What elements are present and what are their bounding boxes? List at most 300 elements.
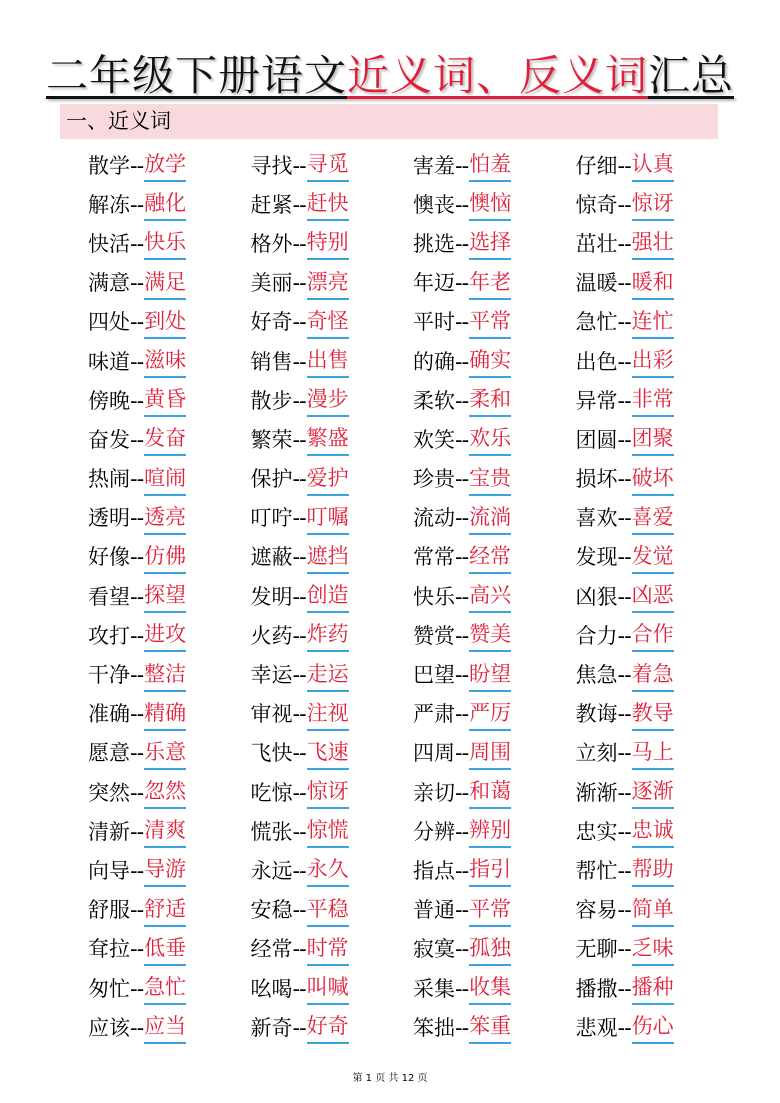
word: 销售	[250, 349, 293, 374]
word: 焦急	[575, 663, 618, 688]
pair-separator: --	[455, 819, 469, 844]
synonym-pair	[576, 185, 739, 224]
synonym-pair	[251, 812, 414, 851]
word: 新奇	[250, 1015, 293, 1040]
word: 的确	[413, 349, 455, 374]
synonym-word: 孤独	[469, 933, 511, 966]
synonym-pair	[251, 734, 414, 773]
synonym-pair	[251, 460, 414, 499]
synonym-word: 破坏	[632, 463, 674, 496]
synonym-word: 急忙	[144, 972, 186, 1005]
synonym-word: 繁盛	[307, 423, 349, 456]
synonym-pair	[576, 460, 739, 499]
synonym-pair	[576, 734, 739, 773]
pair-separator: --	[455, 153, 469, 178]
title-part-summary: 汇总	[648, 51, 735, 100]
synonym-pair	[576, 420, 739, 459]
pair-separator: --	[130, 192, 144, 217]
synonym-row	[88, 460, 738, 499]
synonym-word: 乏味	[632, 933, 674, 966]
pair-separator: --	[130, 427, 144, 452]
synonym-word: 懊恼	[469, 188, 511, 221]
pair-separator: --	[292, 858, 306, 883]
synonym-pair	[576, 616, 739, 655]
synonym-row	[88, 577, 738, 616]
synonym-pair	[413, 891, 576, 930]
pair-separator: --	[617, 231, 631, 256]
synonym-row	[88, 655, 738, 694]
synonym-word: 惊慌	[307, 815, 349, 848]
synonym-word: 出售	[307, 345, 349, 378]
synonym-word: 漂亮	[307, 267, 349, 300]
synonym-word: 爱护	[307, 463, 349, 496]
synonym-word: 欢乐	[469, 423, 511, 456]
synonym-word: 简单	[632, 894, 674, 927]
synonym-pair	[88, 420, 251, 459]
synonym-word: 逐渐	[632, 776, 674, 809]
pair-separator: --	[455, 545, 469, 570]
synonym-pair	[251, 577, 414, 616]
pair-separator: --	[455, 623, 469, 648]
synonym-word: 炸药	[307, 619, 349, 652]
pair-separator: --	[617, 388, 631, 413]
word: 攻打	[88, 623, 130, 648]
synonym-pair	[576, 224, 739, 263]
synonym-pair	[413, 264, 576, 303]
pair-separator: --	[617, 663, 631, 688]
pair-separator: --	[617, 780, 631, 805]
word: 渐渐	[575, 780, 618, 805]
synonym-pair	[413, 342, 576, 381]
synonym-pair	[88, 146, 251, 185]
word: 常常	[413, 545, 455, 570]
synonym-word: 舒适	[144, 894, 186, 927]
synonym-row	[88, 851, 738, 890]
pair-separator: --	[130, 388, 144, 413]
synonym-word: 选择	[469, 227, 511, 260]
synonym-pair	[88, 460, 251, 499]
word: 仔细	[575, 153, 618, 178]
pair-separator: --	[292, 506, 306, 531]
pair-separator: --	[617, 584, 631, 609]
pair-separator: --	[617, 192, 631, 217]
synonym-pair	[251, 616, 414, 655]
synonym-pair	[88, 303, 251, 342]
synonym-pair	[88, 616, 251, 655]
synonym-pair	[576, 577, 739, 616]
pair-separator: --	[292, 663, 306, 688]
pair-separator: --	[130, 467, 144, 492]
pair-separator: --	[617, 819, 631, 844]
synonym-word: 喜爱	[632, 502, 674, 535]
synonym-word: 暖和	[632, 267, 674, 300]
synonym-row	[88, 342, 738, 381]
pair-separator: --	[617, 310, 631, 335]
pair-separator: --	[455, 780, 469, 805]
synonym-pair	[88, 851, 251, 890]
synonym-word: 认真	[632, 149, 674, 182]
synonym-pair	[88, 224, 251, 263]
word: 温暖	[575, 271, 618, 296]
synonym-pair	[88, 812, 251, 851]
synonym-pair	[413, 303, 576, 342]
word: 无聊	[575, 937, 618, 962]
pair-separator: --	[292, 819, 306, 844]
pair-separator: --	[292, 702, 306, 727]
synonym-word: 创造	[307, 580, 349, 613]
word: 匆忙	[88, 976, 130, 1001]
synonym-pair	[413, 734, 576, 773]
synonym-word: 笨重	[469, 1011, 511, 1044]
synonym-pair	[88, 577, 251, 616]
synonym-word: 发奋	[144, 423, 186, 456]
word: 发明	[250, 584, 293, 609]
synonym-pair	[88, 264, 251, 303]
synonym-word: 满足	[144, 267, 186, 300]
pair-separator: --	[455, 584, 469, 609]
pair-separator: --	[455, 427, 469, 452]
word: 吆喝	[250, 976, 293, 1001]
synonym-pair	[88, 655, 251, 694]
pair-separator: --	[130, 623, 144, 648]
word: 散步	[250, 388, 293, 413]
synonym-word: 出彩	[632, 345, 674, 378]
word: 好像	[88, 545, 130, 570]
pair-separator: --	[130, 545, 144, 570]
synonym-row	[88, 381, 738, 420]
synonym-pair	[576, 1008, 739, 1047]
synonym-word: 着急	[632, 659, 674, 692]
synonym-word: 喧闹	[144, 463, 186, 496]
pair-separator: --	[455, 898, 469, 923]
pair-separator: --	[617, 349, 631, 374]
pair-separator: --	[130, 310, 144, 335]
synonym-pair	[88, 381, 251, 420]
synonym-pair	[251, 420, 414, 459]
pair-separator: --	[617, 741, 631, 766]
word: 严肃	[413, 702, 455, 727]
synonym-pair	[576, 146, 739, 185]
word: 愿意	[88, 741, 130, 766]
pair-separator: --	[292, 349, 306, 374]
word: 清新	[88, 819, 130, 844]
pair-separator: --	[455, 467, 469, 492]
pair-separator: --	[455, 349, 469, 374]
synonym-pair	[251, 773, 414, 812]
word: 寻找	[250, 153, 293, 178]
synonym-row	[88, 773, 738, 812]
word: 遮蔽	[250, 545, 293, 570]
pair-separator: --	[617, 506, 631, 531]
synonym-word: 合作	[632, 619, 674, 652]
synonym-word: 平稳	[307, 894, 349, 927]
word: 美丽	[250, 271, 293, 296]
synonym-word: 教导	[632, 698, 674, 731]
synonym-word: 播种	[632, 972, 674, 1005]
synonym-pair	[413, 460, 576, 499]
word: 损坏	[575, 467, 618, 492]
word: 味道	[88, 349, 130, 374]
synonym-pair	[251, 185, 414, 224]
synonym-word: 应当	[144, 1011, 186, 1044]
synonym-pair	[413, 420, 576, 459]
pair-separator: --	[292, 741, 306, 766]
synonym-word: 遮挡	[307, 541, 349, 574]
word: 应该	[88, 1015, 130, 1040]
synonym-word: 探望	[144, 580, 186, 613]
word: 透明	[88, 506, 130, 531]
synonym-word: 走运	[307, 659, 349, 692]
synonym-pair	[576, 930, 739, 969]
word: 叮咛	[250, 506, 293, 531]
synonym-pair	[413, 695, 576, 734]
pair-separator: --	[617, 467, 631, 492]
word: 惊奇	[575, 192, 618, 217]
synonym-pair	[251, 264, 414, 303]
synonym-word: 经常	[469, 541, 511, 574]
word: 忠实	[575, 819, 618, 844]
synonym-word: 辨别	[469, 815, 511, 848]
synonym-word: 放学	[144, 149, 186, 182]
synonym-row	[88, 499, 738, 538]
synonym-pair	[88, 185, 251, 224]
synonym-pair	[576, 264, 739, 303]
pair-separator: --	[130, 702, 144, 727]
title-part-topic: 近义词、反义词	[346, 51, 648, 100]
synonym-word: 连忙	[632, 306, 674, 339]
synonym-word: 凶恶	[632, 580, 674, 613]
pair-separator: --	[130, 231, 144, 256]
synonym-word: 强壮	[632, 227, 674, 260]
synonym-word: 怕羞	[469, 149, 511, 182]
synonym-row	[88, 616, 738, 655]
word: 异常	[575, 388, 618, 413]
synonym-word: 进攻	[144, 619, 186, 652]
synonym-word: 非常	[632, 384, 674, 417]
synonym-pair	[88, 930, 251, 969]
word: 指点	[413, 858, 455, 883]
word: 好奇	[250, 310, 293, 335]
synonym-word: 滋味	[144, 345, 186, 378]
synonym-pair	[413, 969, 576, 1008]
word: 快乐	[413, 584, 455, 609]
word: 永远	[250, 858, 293, 883]
word: 赶紧	[250, 192, 293, 217]
synonym-pair	[413, 577, 576, 616]
word: 快活	[88, 231, 130, 256]
synonym-row	[88, 812, 738, 851]
title-part-grade: 二年级下册语文	[45, 51, 347, 100]
word: 向导	[88, 858, 130, 883]
synonym-word: 马上	[632, 737, 674, 770]
synonym-word: 宝贵	[469, 463, 511, 496]
pair-separator: --	[130, 584, 144, 609]
pair-separator: --	[292, 780, 306, 805]
pair-separator: --	[292, 192, 306, 217]
pair-separator: --	[455, 741, 469, 766]
synonym-word: 平常	[469, 894, 511, 927]
word: 笨拙	[413, 1015, 455, 1040]
synonym-pair	[576, 655, 739, 694]
synonym-word: 忠诚	[632, 815, 674, 848]
word: 懊丧	[413, 192, 455, 217]
synonym-word: 指引	[469, 854, 511, 887]
synonym-word: 高兴	[469, 580, 511, 613]
pair-separator: --	[617, 937, 631, 962]
synonym-pair	[88, 342, 251, 381]
pair-separator: --	[455, 388, 469, 413]
pair-separator: --	[130, 1015, 144, 1040]
synonym-row	[88, 264, 738, 303]
synonym-pair	[88, 734, 251, 773]
pair-separator: --	[292, 310, 306, 335]
synonym-word: 收集	[469, 972, 511, 1005]
word: 容易	[575, 898, 618, 923]
word: 耷拉	[88, 937, 130, 962]
synonym-word: 严厉	[469, 698, 511, 731]
pair-separator: --	[292, 271, 306, 296]
synonym-pair	[413, 1008, 576, 1047]
synonym-word: 清爽	[144, 815, 186, 848]
word: 经常	[250, 937, 293, 962]
synonym-word: 精确	[144, 698, 186, 731]
pair-separator: --	[617, 623, 631, 648]
word: 解冻	[88, 192, 130, 217]
word: 飞快	[250, 741, 293, 766]
pair-separator: --	[455, 702, 469, 727]
pair-separator: --	[455, 937, 469, 962]
word: 傍晚	[88, 388, 130, 413]
word: 欢笑	[413, 427, 455, 452]
synonym-pair	[576, 773, 739, 812]
word: 茁壮	[575, 231, 618, 256]
word: 悲观	[575, 1015, 618, 1040]
pair-separator: --	[292, 388, 306, 413]
page-title	[0, 48, 780, 104]
pair-separator: --	[617, 545, 631, 570]
synonym-pair	[251, 695, 414, 734]
synonym-word: 低垂	[144, 933, 186, 966]
synonym-pair	[88, 969, 251, 1008]
word: 格外	[250, 231, 293, 256]
synonym-pair	[251, 1008, 414, 1047]
synonym-word: 和蔼	[469, 776, 511, 809]
word: 审视	[250, 702, 293, 727]
word: 珍贵	[413, 467, 455, 492]
synonym-row	[88, 891, 738, 930]
pair-separator: --	[292, 1015, 306, 1040]
pair-separator: --	[455, 271, 469, 296]
synonym-word: 仿佛	[144, 541, 186, 574]
synonym-row	[88, 734, 738, 773]
synonym-pair	[413, 185, 576, 224]
synonym-pair	[576, 851, 739, 890]
synonym-word: 帮助	[632, 854, 674, 887]
synonym-word: 惊讶	[632, 188, 674, 221]
synonym-pair	[251, 655, 414, 694]
synonym-word: 发觉	[632, 541, 674, 574]
word: 火药	[250, 623, 293, 648]
synonym-word: 特别	[307, 227, 349, 260]
synonym-pair	[251, 969, 414, 1008]
word: 四周	[413, 741, 455, 766]
synonym-pair	[413, 146, 576, 185]
pair-separator: --	[292, 937, 306, 962]
word: 准确	[88, 702, 130, 727]
synonym-pair	[413, 381, 576, 420]
synonym-pair	[88, 499, 251, 538]
pair-separator: --	[130, 780, 144, 805]
pair-separator: --	[292, 976, 306, 1001]
word: 害羞	[413, 153, 455, 178]
synonym-word: 周围	[469, 737, 511, 770]
word: 平时	[413, 310, 455, 335]
pair-separator: --	[130, 898, 144, 923]
synonym-pair	[576, 342, 739, 381]
pair-separator: --	[292, 898, 306, 923]
synonym-word: 赶快	[307, 188, 349, 221]
synonym-word: 确实	[469, 345, 511, 378]
word: 凶狠	[575, 584, 618, 609]
word: 巴望	[413, 663, 455, 688]
synonym-row	[88, 695, 738, 734]
synonym-pair	[88, 1008, 251, 1047]
synonym-word: 导游	[144, 854, 186, 887]
synonym-word: 永久	[307, 854, 349, 887]
word: 教诲	[575, 702, 618, 727]
synonym-pair	[576, 969, 739, 1008]
synonym-word: 注视	[307, 698, 349, 731]
pair-separator: --	[130, 858, 144, 883]
word: 寂寞	[413, 937, 455, 962]
pair-separator: --	[130, 741, 144, 766]
pair-separator: --	[292, 153, 306, 178]
pair-separator: --	[292, 467, 306, 492]
word: 热闹	[88, 467, 130, 492]
synonym-pair	[88, 538, 251, 577]
word: 出色	[575, 349, 618, 374]
synonym-word: 漫步	[307, 384, 349, 417]
synonym-word: 好奇	[307, 1011, 349, 1044]
word: 幸运	[250, 663, 293, 688]
synonym-pair	[576, 695, 739, 734]
synonym-row	[88, 303, 738, 342]
synonym-pair	[413, 499, 576, 538]
synonym-pair	[251, 224, 414, 263]
synonym-pair	[88, 695, 251, 734]
pair-separator: --	[292, 623, 306, 648]
synonym-word: 流淌	[469, 502, 511, 535]
synonym-pair	[251, 342, 414, 381]
word: 吃惊	[250, 780, 293, 805]
synonym-pair	[413, 224, 576, 263]
pair-separator: --	[455, 976, 469, 1001]
pair-separator: --	[617, 858, 631, 883]
word: 慌张	[250, 819, 293, 844]
word: 合力	[575, 623, 618, 648]
word: 柔软	[413, 388, 455, 413]
synonym-pair	[251, 499, 414, 538]
pair-separator: --	[617, 976, 631, 1001]
synonym-pair	[576, 381, 739, 420]
synonym-grid	[88, 146, 738, 1047]
synonym-word: 叫喊	[307, 972, 349, 1005]
synonym-pair	[251, 303, 414, 342]
synonym-word: 时常	[307, 933, 349, 966]
synonym-pair	[576, 538, 739, 577]
pair-separator: --	[130, 349, 144, 374]
synonym-row	[88, 146, 738, 185]
